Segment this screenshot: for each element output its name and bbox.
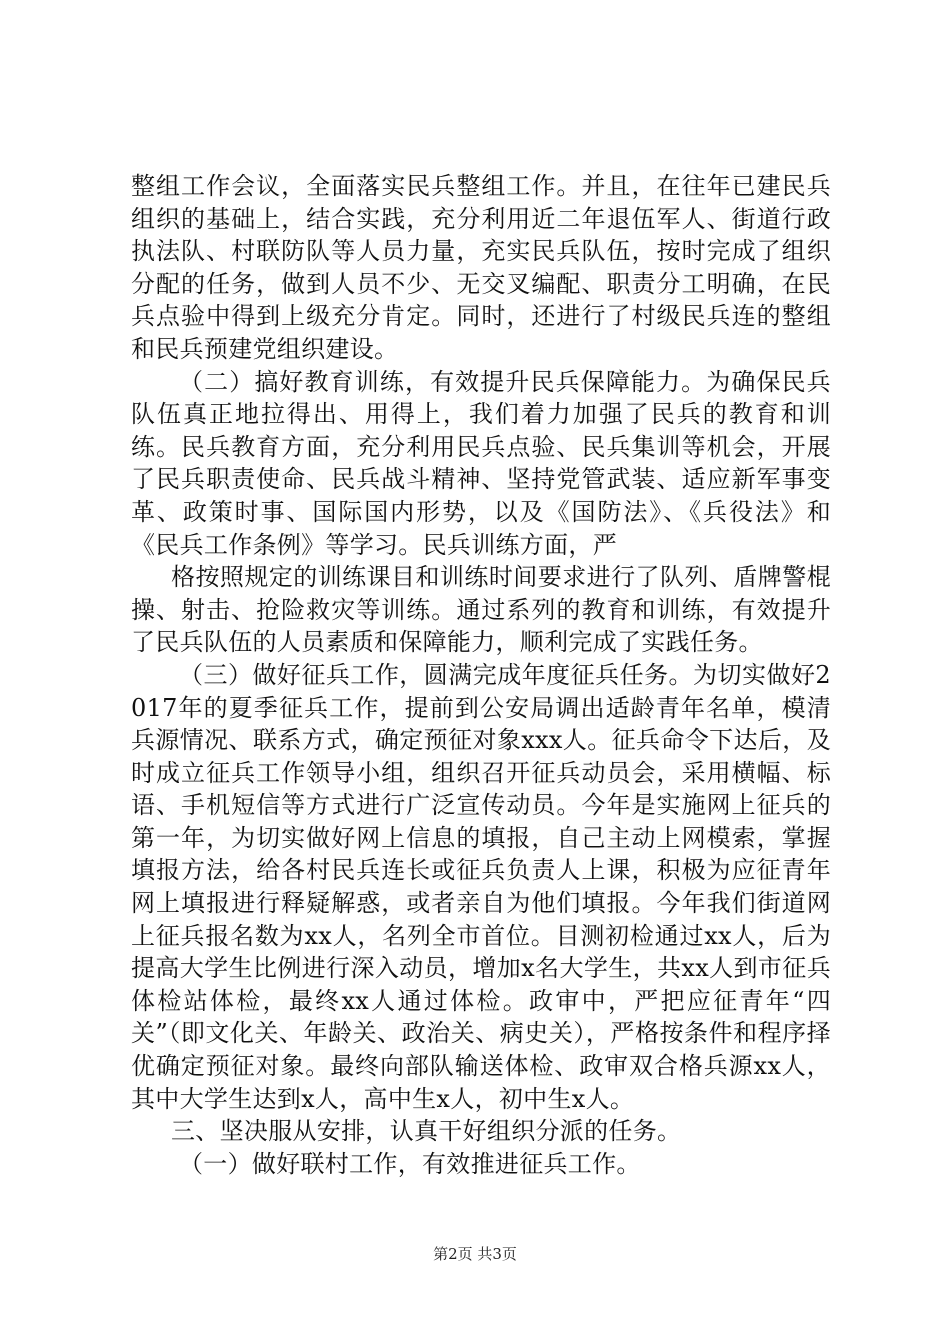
paragraph-training-detail: 格按照规定的训练课目和训练时间要求进行了队列、盾牌警棍操、射击、抢险救灾等训练。通过系列的教育和训练，有效提升了民兵队伍的人员素质和保障能力，顺利完成了实践任务。 [131,563,831,657]
subsection-heading-one: （一）做好联村工作，有效推进征兵工作。 [179,1149,641,1178]
paragraph-continuation: 整组工作会议，全面落实民兵整组工作。并且，在往年已建民兵组织的基础上，结合实践，充分利用近二年退伍军人、街道行政执法队、村联防队等人员力量，充实民兵队伍，按时完成了组织分配的任务，做到人员不少、无交叉编配、职责分工明确，在民兵点验中得到上级充分肯定。同时，还进行了村级民兵连的整组和民兵预建党组织建设。 [131,172,831,363]
section-heading-three: 三、坚决服从安排，认真干好组织分派的任务。 [171,1117,682,1146]
paragraph-education-training: （二）搞好教育训练，有效提升民兵保障能力。为确保民兵队伍真正地拉得出、用得上，我们着力加强了民兵的教育和训练。民兵教育方面，充分利用民兵点验、民兵集训等机会，开展了民兵职责使命、民兵战斗精神、坚持党管武装、适应新军事变革、政策时事、国际国内形势，以及《国防法》、《兵役法》和《民兵工作条例》等学习。民兵训练方面，严 [131,367,831,559]
page-footer: 第2页 共3页 [433,1245,517,1263]
document-body [131,170,831,1180]
paragraph-recruitment: （三）做好征兵工作，圆满完成年度征兵任务。为切实做好2017年的夏季征兵工作，提前到公安局调出适龄青年名单，模清兵源情况、联系方式，确定预征对象xxx人。征兵命令下达后，及时成立征兵工作领导小组，组织召开征兵动员会，采用横幅、标语、手机短信等方式进行广泛宣传动员。今年是实施网上征兵的第一年，为切实做好网上信息的填报，自己主动上网模索，掌握填报方法，给各村民兵连长或征兵负责人上课，积极为应征青年网上填报进行释疑解惑，或者亲自为他们填报。今年我们街道网上征兵报名数为xx人，名列全市首位。目测初检通过xx人，后为提高大学生比例进行深入动员，增加x名大学生，共xx人到市征兵体检站体检，最终xx人通过体检。政审中，严把应征青年“四关”（即文化关、年龄关、政治关、病史关），严格按条件和程序择优确定预征对象。最终向部队输送体检、政审双合格兵源xx人，其中大学生达到x人，高中生x人，初中生x人。 [131,660,831,1113]
